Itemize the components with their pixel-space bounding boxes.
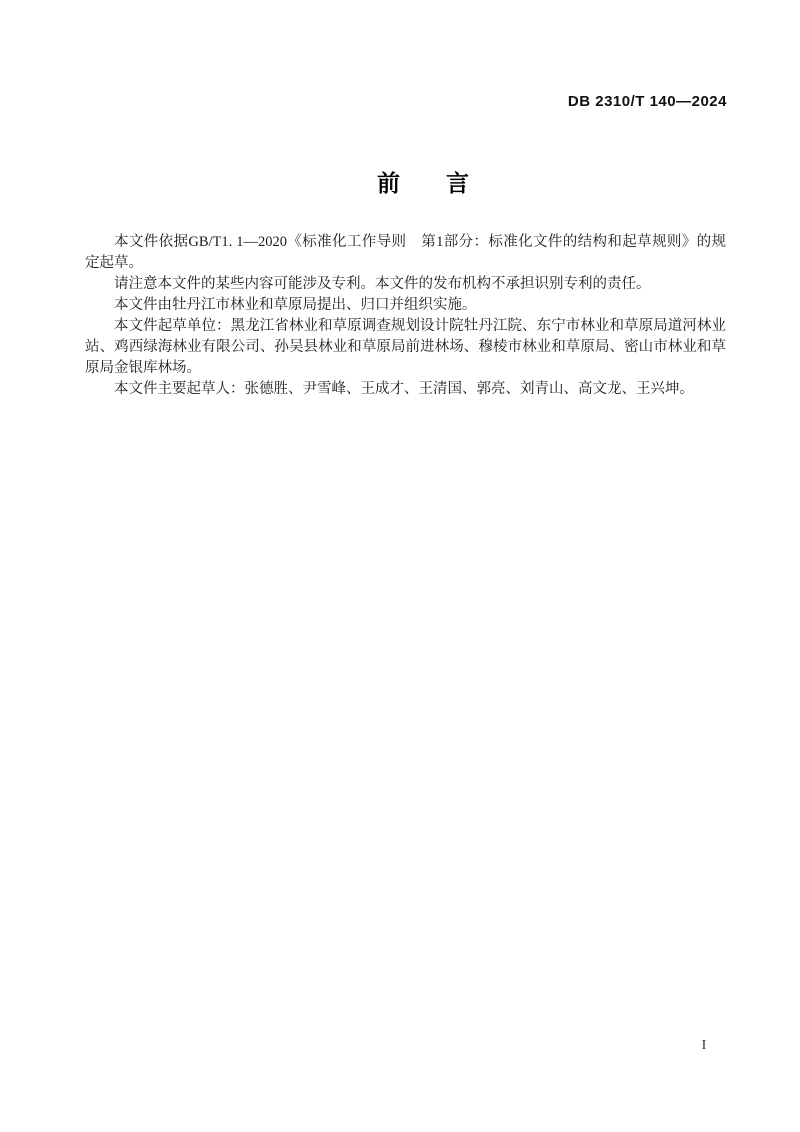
paragraph-drafting-organizations: 本文件起草单位：黑龙江省林业和草原调查规划设计院牡丹江院、东宁市林业和草原局道河林业站、鸡西绿海林业有限公司、孙吴县林业和草原局前进林场、穆棱市林业和草原局、密山市林业和草原局金银库林场。 xyxy=(85,318,726,376)
paragraph-drafters: 本文件主要起草人：张德胜、尹雪峰、王成才、王清国、郭亮、刘青山、高文龙、王兴坤。 xyxy=(114,381,694,397)
paragraph-basis: 本文件依据GB/T1. 1—2020《标准化工作导则 第1部分：标准化文件的结构和起草规则》的规定起草。 xyxy=(85,234,726,271)
paragraph-issuing-body: 本文件由牡丹江市林业和草原局提出、归口并组织实施。 xyxy=(114,297,477,313)
paragraph-patent-notice: 请注意本文件的某些内容可能涉及专利。本文件的发布机构不承担识别专利的责任。 xyxy=(114,276,651,292)
foreword-body xyxy=(85,232,726,400)
standard-code: DB 2310/T 140—2024 xyxy=(567,93,727,110)
page-number: I xyxy=(701,1038,707,1053)
page-title: 前 言 xyxy=(377,170,469,196)
